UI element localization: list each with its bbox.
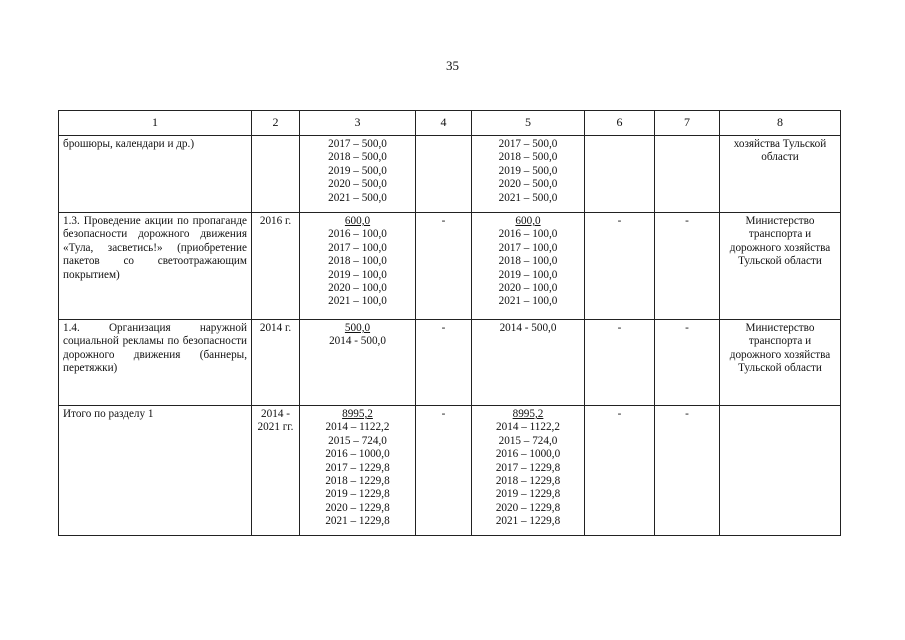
- total-funding-year: 2016 – 100,0: [328, 228, 387, 241]
- responsible-cell: [720, 213, 841, 320]
- col-header-5: 5: [472, 111, 585, 136]
- measure-cell: [59, 320, 252, 406]
- measure-text: 1.3. Проведение акции по пропаганде безопасности дорожного движения «Тула, засветись!» (приобретение пакетов со светоотражающим покрытием): [63, 215, 247, 281]
- regional-budget-year: 2017 – 1229,8: [495, 461, 561, 474]
- regional-budget-year: 2019 – 100,0: [498, 268, 558, 281]
- total-funding-year: 2021 – 1229,8: [325, 515, 390, 528]
- table-row: [59, 320, 841, 406]
- regional-budget-year: 2021 – 100,0: [498, 295, 558, 308]
- period-cell: [252, 406, 300, 536]
- regional-budget-year: 2020 – 100,0: [498, 282, 558, 295]
- responsible-text: Министерство транспорта и дорожного хозяйства Тульской области: [729, 322, 831, 375]
- budget-table: [58, 110, 841, 536]
- measure-text: 1.4. Организация наружной социальной рекламы по безопасности дорожного движения (баннеры, перетяжки): [63, 322, 247, 375]
- responsible-cell: [720, 136, 841, 213]
- period-cell: [252, 320, 300, 406]
- regional-budget-year: 2018 – 1229,8: [495, 475, 561, 488]
- total-funding-year: 2014 – 1122,2: [325, 421, 390, 434]
- federal-budget-value: -: [441, 322, 446, 334]
- col-header-1: 1: [59, 111, 252, 136]
- local-budget-cell: [585, 136, 655, 213]
- local-budget-cell: [585, 320, 655, 406]
- regional-budget-year: 2018 – 100,0: [498, 255, 558, 268]
- period-cell: [252, 213, 300, 320]
- other-sources-cell: [655, 213, 720, 320]
- total-funding-year: 2016 – 1000,0: [325, 448, 390, 461]
- total-funding-year: 2014 - 500,0: [329, 335, 386, 348]
- regional-budget-sum: 600,0: [515, 215, 541, 227]
- regional-budget-cell: [472, 213, 585, 320]
- other-sources-cell: [655, 320, 720, 406]
- local-budget-value: -: [617, 322, 622, 334]
- regional-budget-year: 2016 – 100,0: [498, 228, 558, 241]
- local-budget-cell: [585, 213, 655, 320]
- total-funding-year: 2015 – 724,0: [328, 434, 387, 447]
- col-header-6: 6: [585, 111, 655, 136]
- other-sources-value: -: [685, 215, 689, 227]
- regional-budget-year: 2017 – 500,0: [498, 138, 558, 150]
- regional-budget-year: 2016 – 1000,0: [495, 448, 561, 461]
- total-funding-sum: 500,0: [344, 322, 371, 334]
- regional-budget-sum: 8995,2: [512, 408, 544, 420]
- col-header-7: 7: [655, 111, 720, 136]
- total-funding-year: 2021 – 500,0: [328, 191, 387, 204]
- local-budget-cell: [585, 406, 655, 536]
- period-text: 2014 - 2021 гг.: [257, 408, 294, 434]
- table-row: [59, 136, 841, 213]
- period-cell: [252, 136, 300, 213]
- table-row: [59, 213, 841, 320]
- regional-budget-year: 2017 – 100,0: [498, 241, 558, 254]
- measure-text: брошюры, календари и др.): [63, 138, 195, 150]
- total-funding-year: 2020 – 1229,8: [325, 501, 390, 514]
- regional-budget-year: 2020 – 1229,8: [495, 501, 561, 514]
- regional-budget-year: 2019 – 1229,8: [495, 488, 561, 501]
- measure-cell: [59, 136, 252, 213]
- other-sources-value: -: [685, 408, 689, 420]
- regional-budget-year: 2020 – 500,0: [498, 178, 558, 191]
- total-funding-year: 2017 – 100,0: [328, 241, 387, 254]
- measure-cell: [59, 213, 252, 320]
- regional-budget-year: 2021 – 1229,8: [495, 515, 561, 528]
- total-funding-year: 2021 – 100,0: [328, 295, 387, 308]
- page-number: 35: [446, 58, 459, 73]
- responsible-text: хозяйства Тульской области: [733, 138, 827, 164]
- regional-budget-cell: [472, 406, 585, 536]
- total-funding-year: 2019 – 1229,8: [325, 488, 390, 501]
- total-funding-sum: 8995,2: [342, 408, 373, 420]
- measure-text: Итого по разделу 1: [63, 408, 154, 420]
- col-header-3: 3: [300, 111, 416, 136]
- local-budget-value: -: [617, 215, 622, 227]
- other-sources-cell: [655, 136, 720, 213]
- total-funding-year: 2020 – 100,0: [328, 282, 387, 295]
- responsible-cell: [720, 406, 841, 536]
- regional-budget-year: 2015 – 724,0: [498, 434, 558, 447]
- regional-budget-year: 2021 – 500,0: [498, 191, 558, 204]
- period-text: 2014 г.: [259, 322, 292, 334]
- federal-budget-cell: [416, 406, 472, 536]
- regional-budget-year: 2014 - 500,0: [499, 322, 557, 334]
- col-header-4: 4: [416, 111, 472, 136]
- local-budget-value: -: [617, 408, 622, 420]
- total-funding-cell: [300, 213, 416, 320]
- total-funding-year: 2018 – 100,0: [328, 255, 387, 268]
- total-funding-year: 2019 – 500,0: [328, 164, 387, 177]
- other-sources-cell: [655, 406, 720, 536]
- federal-budget-value: -: [441, 215, 446, 227]
- col-header-2: 2: [252, 111, 300, 136]
- total-funding-year: 2020 – 500,0: [328, 178, 387, 191]
- responsible-cell: [720, 320, 841, 406]
- regional-budget-year: 2014 – 1122,2: [496, 421, 560, 434]
- period-text: 2016 г.: [259, 215, 292, 227]
- total-funding-year: 2019 – 100,0: [328, 268, 387, 281]
- total-funding-sum: 600,0: [344, 215, 371, 227]
- total-funding-year: 2018 – 500,0: [328, 151, 387, 164]
- other-sources-value: -: [685, 322, 689, 334]
- regional-budget-year: 2019 – 500,0: [498, 164, 558, 177]
- regional-budget-cell: [472, 320, 585, 406]
- total-funding-year: 2017 – 1229,8: [325, 461, 390, 474]
- total-funding-year: 2017 – 500,0: [328, 138, 387, 150]
- header-row: [59, 111, 841, 136]
- federal-budget-cell: [416, 213, 472, 320]
- regional-budget-year: 2018 – 500,0: [498, 151, 558, 164]
- responsible-text: Министерство транспорта и дорожного хозяйства Тульской области: [729, 215, 831, 268]
- federal-budget-value: -: [441, 408, 446, 420]
- total-funding-cell: [300, 320, 416, 406]
- total-funding-cell: [300, 406, 416, 536]
- regional-budget-cell: [472, 136, 585, 213]
- total-funding-year: 2018 – 1229,8: [325, 475, 390, 488]
- table-row: [59, 406, 841, 536]
- measure-cell: [59, 406, 252, 536]
- federal-budget-cell: [416, 320, 472, 406]
- federal-budget-cell: [416, 136, 472, 213]
- total-funding-cell: [300, 136, 416, 213]
- col-header-8: 8: [720, 111, 841, 136]
